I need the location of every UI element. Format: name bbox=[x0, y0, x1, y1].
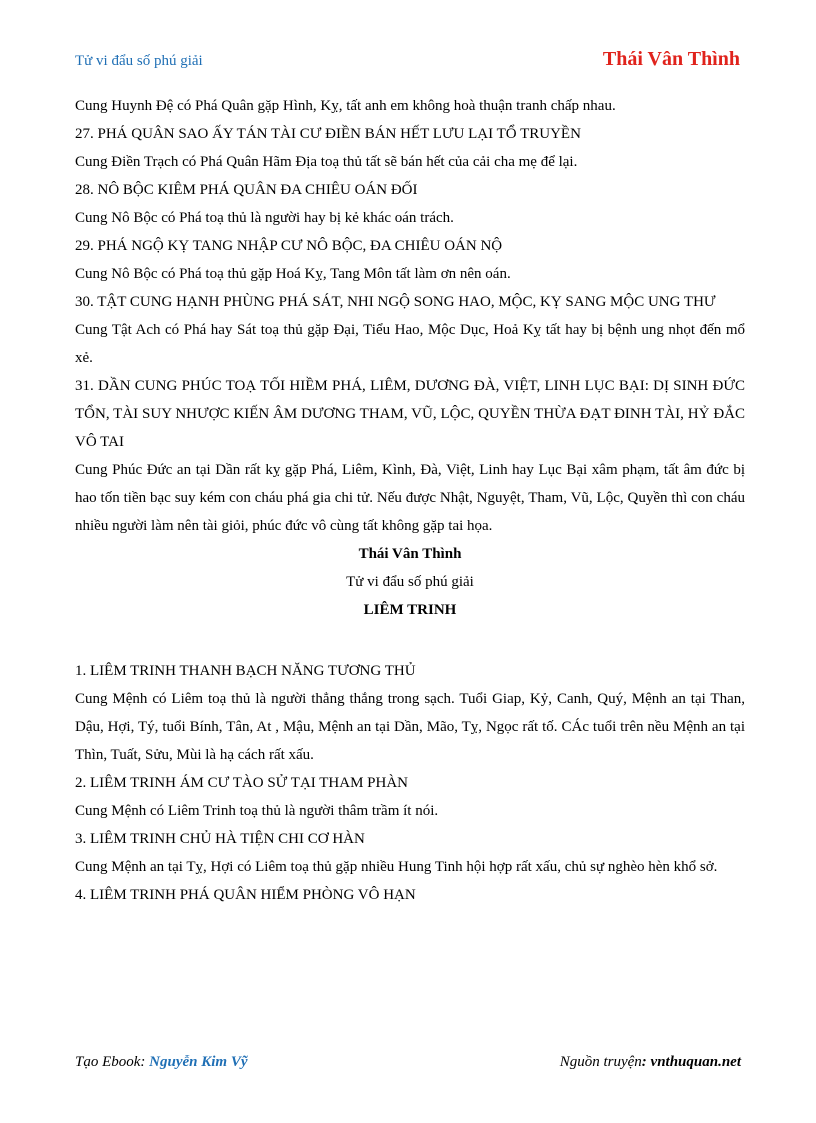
section-subtitle: Tử vi đẩu số phú giải bbox=[346, 574, 474, 590]
body-line: Cung Tật Ach có Phá hay Sát toạ thủ gặp Đại, Tiểu Hao, Mộc Dục, Hoả Kỵ tất hay bị bệnh ung nhọt đến mổ xẻ. bbox=[75, 322, 745, 366]
body-heading: 28. NÔ BỘC KIÊM PHÁ QUÂN ĐA CHIÊU OÁN ĐỐI bbox=[75, 182, 418, 198]
footer-ebook-credit bbox=[75, 1054, 248, 1071]
body-line: Cung Điền Trạch có Phá Quân Hãm Địa toạ thủ tất sẽ bán hết của cải cha mẹ để lại. bbox=[75, 154, 578, 170]
footer-ebook-name-link[interactable]: Nguyễn Kim Vỹ bbox=[149, 1054, 248, 1070]
section-author: Thái Vân Thình bbox=[358, 546, 462, 562]
page-body bbox=[75, 92, 745, 909]
footer-ebook-label: Tạo Ebook bbox=[75, 1054, 141, 1070]
body-heading: 31. DẦN CUNG PHÚC TOẠ TỐI HIỀM PHÁ, LIÊM, DƯƠNG ĐÀ, VIỆT, LINH LỤC BẠI: DỊ SINH ĐỨC TỔN, TÀI SUY NHƯỢC KIẾN ÂM DƯƠNG THAM, VŨ, LỘC, QUYỀN THỪA ĐẠT ĐINH TÀI, HỶ ĐẮC VÔ TAI bbox=[75, 378, 745, 450]
body-heading: 29. PHÁ NGỘ KỴ TANG NHẬP CƯ NÔ BỘC, ĐA CHIÊU OÁN NỘ bbox=[75, 238, 503, 254]
section-line: Cung Mệnh an tại Tỵ, Hợi có Liêm toạ thủ gặp nhiều Hung Tinh hội hợp rất xấu, chủ sự nghèo hèn khổ sở. bbox=[75, 859, 718, 875]
section-heading: 2. LIÊM TRINH ÁM CƯ TÀO SỬ TẠI THAM PHÀN bbox=[75, 775, 409, 791]
footer-colon: : bbox=[140, 1054, 150, 1070]
section-title: LIÊM TRINH bbox=[363, 602, 457, 618]
footer-colon: : bbox=[641, 1054, 651, 1070]
section-line: Cung Mệnh có Liêm toạ thủ là người thẳng thắng trong sạch. Tuổi Giap, Kỷ, Canh, Quý, Mệnh an tại Than, Dậu, Hợi, Tý, tuổi Bính, Tân, At , Mậu, Mệnh an tại Dần, Mão, Tỵ, Ngọc rất tố. CÁc tuổi trên nều Mệnh an tại Thìn, Tuất, Sửu, Mùi là hạ cách rất xấu. bbox=[75, 691, 745, 763]
section-heading: 4. LIÊM TRINH PHÁ QUÂN HIỂM PHÒNG VÔ HẠN bbox=[75, 887, 416, 903]
footer-source-credit bbox=[560, 1054, 741, 1071]
footer-source-site[interactable]: vnthuquan.net bbox=[650, 1054, 741, 1070]
body-line: Cung Huynh Đệ có Phá Quân gặp Hình, Kỵ, tất anh em không hoà thuận tranh chấp nhau. bbox=[75, 98, 616, 114]
body-line: Cung Nô Bộc có Phá toạ thủ gặp Hoá Kỵ, Tang Môn tất làm ơn nên oán. bbox=[75, 266, 511, 282]
footer-source-label: Nguồn truyện bbox=[559, 1054, 642, 1070]
body-heading: 30. TẬT CUNG HẠNH PHÙNG PHÁ SÁT, NHI NGỘ SONG HAO, MỘC, KỴ SANG MỘC UNG THƯ bbox=[75, 294, 716, 310]
section-content bbox=[75, 657, 745, 909]
header-author: Thái Vân Thình bbox=[602, 48, 740, 70]
body-line: Cung Nô Bộc có Phá toạ thủ là người hay bị kẻ khác oán trách. bbox=[75, 210, 454, 226]
section-heading: 3. LIÊM TRINH CHỦ HÀ TIỆN CHI CƠ HÀN bbox=[75, 831, 365, 847]
header-book-title: Tử vi đẩu số phú giải bbox=[75, 53, 203, 69]
section-heading: 1. LIÊM TRINH THANH BẠCH NĂNG TƯƠNG THỦ bbox=[75, 663, 416, 679]
body-heading: 27. PHÁ QUÂN SAO ẤY TÁN TÀI CƯ ĐIỀN BÁN HẾT LƯU LẠI TỔ TRUYỀN bbox=[75, 126, 581, 142]
body-line: Cung Phúc Đức an tại Dần rất kỵ gặp Phá, Liêm, Kình, Đà, Việt, Linh hay Lục Bại xâm phạm, tất âm đức bị hao tốn tiền bạc suy kém con cháu phá gia chi tử. Nếu được Nhật, Nguyệt, Tham, Vũ, Lộc, Quyền thì con cháu nhiều người làm nên tài giỏi, phúc đức vô cùng tất không gặp tai họa. bbox=[75, 462, 745, 534]
section-line: Cung Mệnh có Liêm Trinh toạ thủ là người thâm trầm ít nói. bbox=[75, 803, 439, 819]
